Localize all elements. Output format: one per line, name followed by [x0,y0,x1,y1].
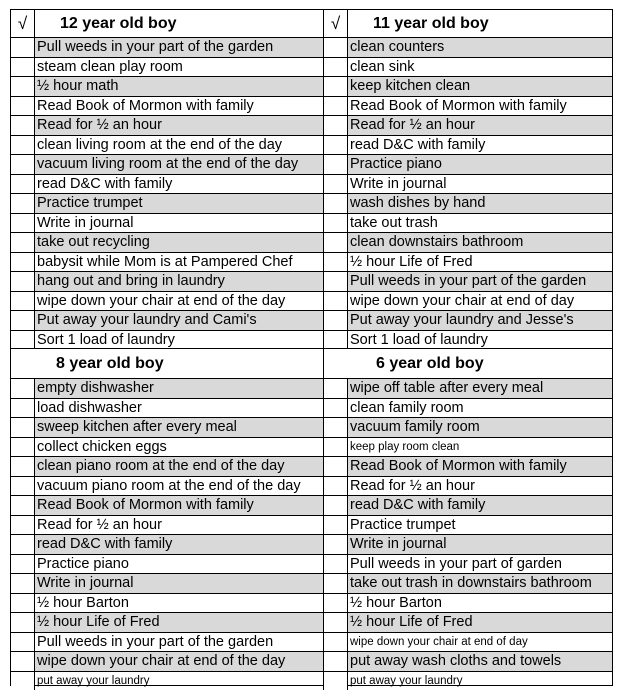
list-title: 8 year old boy [56,355,164,372]
chore-label: put away wash cloths and towels [348,652,612,671]
chore-row [324,174,612,194]
chore-row [11,632,323,652]
chore-row [324,96,612,116]
chore-label: Read Book of Mormon with family [35,496,323,515]
chore-checkbox[interactable] [11,672,35,691]
chore-label: wipe down your chair at end of day [350,635,528,648]
chore-row [324,651,612,671]
chore-checkbox[interactable] [324,652,348,671]
chore-checkbox[interactable] [324,457,348,476]
check-column-header: √ [324,10,348,37]
chore-row [324,291,612,311]
chore-row [11,76,323,96]
chore-row [11,456,323,476]
chore-row [11,330,323,350]
chore-row [324,456,612,476]
chore-row [11,476,323,496]
chore-checkbox[interactable] [11,194,35,213]
chore-label: Pull weeds in your part of the garden [37,633,274,650]
chore-rows [11,378,323,690]
chore-label: read D&C with family [35,535,323,554]
chore-label: Read for ½ an hour [37,516,162,533]
chore-row [11,398,323,418]
chore-label: babysit while Mom is at Pampered Chef [37,253,293,270]
chore-label: Read for ½ an hour [350,477,475,494]
chore-checkbox[interactable] [11,516,35,535]
chore-label: put away your laundry [350,674,463,687]
chore-label: Sort 1 load of laundry [350,331,488,348]
chore-label: ½ hour Life of Fred [350,253,473,270]
chore-row [324,378,612,398]
chore-checkbox[interactable] [11,633,35,652]
chore-checkbox[interactable] [324,175,348,194]
chore-row [11,271,323,291]
chore-label: wipe off table after every meal [348,379,612,398]
chore-row [324,57,612,77]
chore-checkbox[interactable] [324,672,348,691]
chore-label: Pull weeds in your part of the garden [35,38,323,57]
chore-checkbox[interactable] [324,292,348,311]
chore-row [324,398,612,418]
chore-row [11,310,323,330]
chore-checkbox[interactable] [324,516,348,535]
chore-label: ½ hour math [35,77,323,96]
chore-label: Read Book of Mormon with family [348,457,612,476]
chore-label: clean piano room at the end of the day [35,457,323,476]
chore-row [11,378,323,398]
chore-checkbox[interactable] [11,136,35,155]
chore-checkbox[interactable] [324,116,348,135]
chore-checkbox[interactable] [324,399,348,418]
chore-label: Write in journal [348,535,612,554]
chore-label: steam clean play room [37,58,183,75]
chore-checkbox[interactable] [11,438,35,457]
chore-label: Read for ½ an hour [35,116,323,135]
chore-checkbox[interactable] [324,77,348,96]
list-12-year-old [11,10,323,349]
chore-checkbox[interactable] [324,38,348,57]
chore-label: ½ hour Life of Fred [35,613,323,632]
chore-checkbox[interactable] [324,311,348,330]
chore-row [11,115,323,135]
chore-chart [10,9,613,686]
chore-label: Pull weeds in your part of the garden [348,272,612,291]
chore-row [324,37,612,57]
chore-label: keep play room clean [350,440,460,453]
chore-checkbox[interactable] [11,496,35,515]
chore-checkbox[interactable] [324,574,348,593]
chore-label: wipe down your chair at end of the day [37,292,286,309]
chore-row [11,534,323,554]
chore-checkbox[interactable] [11,418,35,437]
chore-row [11,57,323,77]
list-header [324,10,612,37]
chore-checkbox[interactable] [324,594,348,613]
chore-row [11,515,323,535]
chore-rows [324,378,612,690]
chore-label: clean downstairs bathroom [348,233,612,252]
chore-row [324,515,612,535]
chore-label: clean sink [350,58,415,75]
chore-row [324,154,612,174]
chore-checkbox[interactable] [11,652,35,671]
chore-checkbox[interactable] [11,574,35,593]
chore-label: empty dishwasher [35,379,323,398]
chore-row [324,115,612,135]
chore-checkbox[interactable] [324,331,348,350]
chore-checkbox[interactable] [324,194,348,213]
chore-checkbox[interactable] [324,438,348,457]
chore-label: clean counters [348,38,612,57]
chore-label: clean family room [350,399,464,416]
chore-label: wipe down your chair at end of day [350,292,575,309]
chore-label: Write in journal [37,214,134,231]
list-11-year-old [323,10,612,349]
chore-row [11,554,323,574]
list-title: 11 year old boy [373,15,489,32]
list-header [11,349,323,378]
chore-label: wipe down your chair at end of the day [35,652,323,671]
chore-label: Put away your laundry and Jesse's [348,311,612,330]
chore-label: take out trash [350,214,438,231]
chore-row [324,573,612,593]
chore-checkbox[interactable] [11,253,35,272]
chore-label: collect chicken eggs [37,438,167,455]
chore-row [324,310,612,330]
chore-row [324,495,612,515]
chore-label: Sort 1 load of laundry [37,331,175,348]
chore-checkbox[interactable] [324,272,348,291]
chore-checkbox[interactable] [11,399,35,418]
chore-label: keep kitchen clean [348,77,612,96]
chore-checkbox[interactable] [324,379,348,398]
chore-row [324,534,612,554]
chore-rows [11,37,323,349]
chore-checkbox[interactable] [324,477,348,496]
chore-row [324,671,612,691]
chore-checkbox[interactable] [11,97,35,116]
chore-checkbox[interactable] [11,292,35,311]
chore-label: ½ hour Life of Fred [348,613,612,632]
chore-checkbox[interactable] [11,38,35,57]
chore-row [324,213,612,233]
list-6-year-old [323,348,612,690]
chore-row [11,671,323,691]
check-column-header: √ [11,10,35,37]
chore-checkbox[interactable] [324,136,348,155]
chore-label: take out recycling [35,233,323,252]
chore-checkbox[interactable] [324,58,348,77]
chore-rows [324,37,612,349]
chore-checkbox[interactable] [11,457,35,476]
chore-label: put away your laundry [37,674,150,687]
chore-checkbox[interactable] [11,311,35,330]
chore-label: Write in journal [35,574,323,593]
chore-label: Practice trumpet [350,516,456,533]
chore-checkbox[interactable] [11,58,35,77]
chore-checkbox[interactable] [324,535,348,554]
list-header [11,10,323,37]
chore-row [11,612,323,632]
chore-label: ½ hour Barton [37,594,129,611]
chore-label: load dishwasher [37,399,142,416]
chore-checkbox[interactable] [324,496,348,515]
chore-label: Read Book of Mormon with family [350,97,567,114]
chore-row [324,437,612,457]
chore-row [324,135,612,155]
chore-row [324,554,612,574]
chore-row [11,291,323,311]
chore-row [324,612,612,632]
chore-row [11,174,323,194]
chore-label: Read Book of Mormon with family [37,97,254,114]
chore-row [324,232,612,252]
chore-checkbox[interactable] [324,97,348,116]
chore-label: Practice piano [348,155,612,174]
chore-checkbox[interactable] [11,175,35,194]
chore-row [324,252,612,272]
chore-label: vacuum living room at the end of the day [35,155,323,174]
chore-row [11,495,323,515]
chore-row [324,417,612,437]
chore-row [11,135,323,155]
chore-checkbox[interactable] [11,233,35,252]
chore-label: Practice piano [37,555,129,572]
list-title: 6 year old boy [376,355,484,372]
chore-label: Pull weeds in your part of garden [350,555,562,572]
chore-checkbox[interactable] [324,613,348,632]
chore-checkbox[interactable] [11,613,35,632]
chore-row [11,651,323,671]
chore-label: ½ hour Barton [350,594,442,611]
chore-row [11,193,323,213]
chore-checkbox[interactable] [11,379,35,398]
chore-checkbox[interactable] [11,77,35,96]
chore-label: wash dishes by hand [348,194,612,213]
chore-label: Practice trumpet [35,194,323,213]
chore-label: take out trash in downstairs bathroom [348,574,612,593]
chore-label: Read for ½ an hour [348,116,612,135]
chore-row [324,271,612,291]
chore-checkbox[interactable] [11,477,35,496]
chore-checkbox[interactable] [11,331,35,350]
chore-row [11,232,323,252]
chore-checkbox[interactable] [11,594,35,613]
chore-row [324,476,612,496]
list-8-year-old [11,348,323,690]
chore-label: vacuum piano room at the end of the day [37,477,301,494]
chore-label: Put away your laundry and Cami's [35,311,323,330]
chore-row [11,593,323,613]
chore-checkbox[interactable] [11,116,35,135]
list-header [324,349,612,378]
chore-checkbox[interactable] [11,555,35,574]
chore-label: vacuum family room [348,418,612,437]
chore-row [11,417,323,437]
chore-label: sweep kitchen after every meal [35,418,323,437]
chore-row [11,96,323,116]
chore-row [324,593,612,613]
chore-row [324,193,612,213]
chore-checkbox[interactable] [324,155,348,174]
chore-label: read D&C with family [350,136,486,153]
chore-checkbox[interactable] [324,214,348,233]
chore-checkbox[interactable] [11,272,35,291]
chore-row [324,330,612,350]
chore-checkbox[interactable] [11,155,35,174]
chore-row [11,437,323,457]
chore-label: hang out and bring in laundry [35,272,323,291]
chore-row [11,573,323,593]
chore-checkbox[interactable] [11,535,35,554]
chore-row [324,76,612,96]
chore-checkbox[interactable] [324,555,348,574]
chore-checkbox[interactable] [324,233,348,252]
chore-checkbox[interactable] [324,633,348,652]
chore-label: Write in journal [350,175,447,192]
chore-row [11,154,323,174]
chore-checkbox[interactable] [11,214,35,233]
chore-row [324,632,612,652]
chore-label: read D&C with family [37,175,173,192]
chore-checkbox[interactable] [324,418,348,437]
chore-row [11,37,323,57]
chore-row [11,252,323,272]
chore-row [11,213,323,233]
chore-label: clean living room at the end of the day [37,136,283,153]
chore-checkbox[interactable] [324,253,348,272]
chore-label: read D&C with family [348,496,612,515]
list-title: 12 year old boy [60,15,177,32]
